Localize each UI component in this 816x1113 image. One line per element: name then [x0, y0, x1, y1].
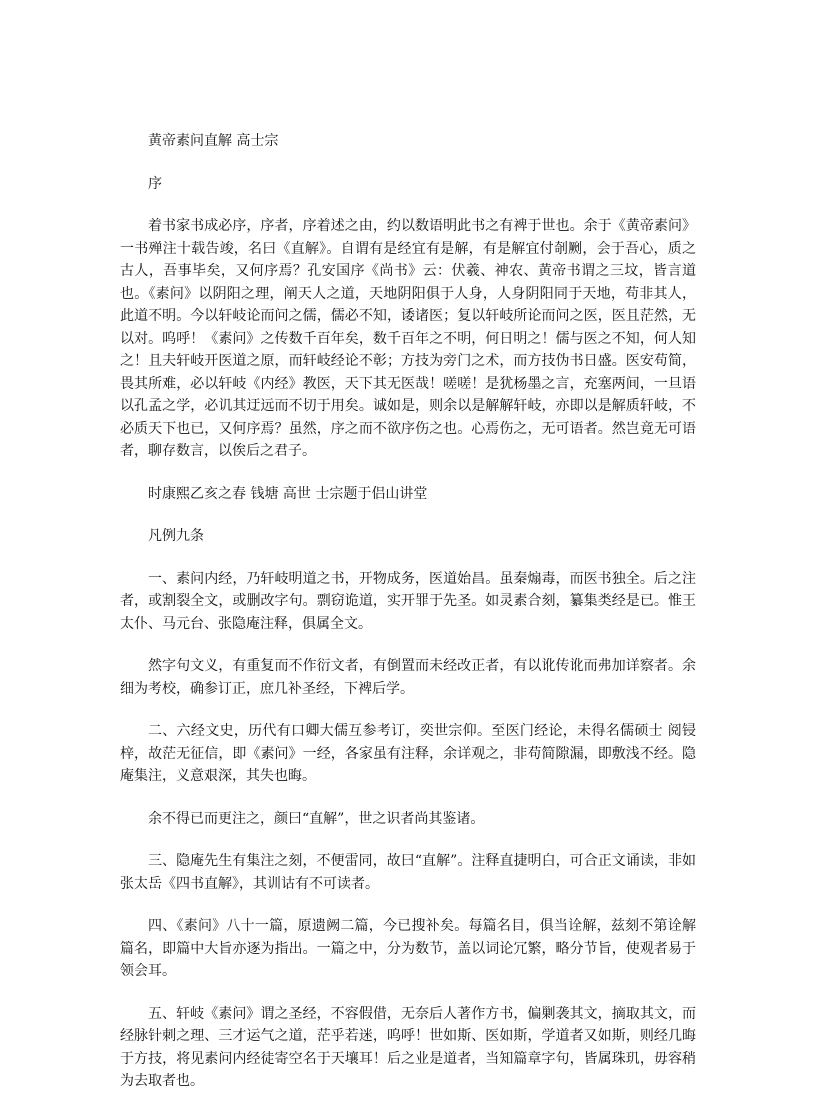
rule-5: 五、轩岐《素问》谓之圣经，不容假借，无奈后人著作方书，偏剿袭其文，摘取其文，而经脉针刺之理、三才运气之道，茫乎若迷，呜呼！世如斯、医如斯，学道者又如斯，则经几晦于方技，将见素问内经徒寄空名于天壤耳！后之业是道者，当知篇章字句，皆属珠玑，毋容稍为去取者也。	[120, 1005, 696, 1089]
rule-1-note: 然字句文义，有重复而不作衍文者，有倒置而未经改正者，有以讹传讹而弗加详察者。余细为考校，确参订正，庶几补圣经，下裨后学。	[120, 658, 696, 697]
rules-heading: 凡例九条	[148, 528, 204, 544]
rule-3: 三、隐庵先生有集注之刻，不便雷同，故曰“直解”。注释直捷明白，可合正文诵读，非如张太岳《四书直解》，其训诂有不可读者。	[120, 853, 696, 892]
title-line: 黄帝素问直解 高士宗	[148, 133, 279, 149]
rule-2-note: 余不得已而更注之，颜曰“直解”，世之识者尚其鉴诸。	[148, 810, 485, 827]
rule-4: 四、《素问》八十一篇，原遗阙二篇，今已搜补矣。每篇名目，俱当诠解，兹刻不第诠解篇名，即篇中大旨亦逐为指出。一篇之中，分为数节，盖以词论冗繁，略分节旨，使观者易于领会耳。	[120, 918, 696, 979]
rule-1: 一、素问内经，乃轩岐明道之书，开物成务，医道始昌。虽秦煽毒，而医书独全。后之注者，或割裂全文，或删改字句。剽窃诡道，实开罪于先圣。如灵素合刻，纂集类经是已。惟王太仆、马元台、张隐庵注释，俱属全文。	[120, 570, 696, 632]
document-page	[120, 130, 696, 1113]
preface-heading: 序	[148, 175, 162, 192]
preface-body: 着书家书成必序，序者，序着述之由，约以数语明此书之有裨于世也。余于《黄帝素问》一书殚注十载告竣，名曰《直解》。自谓有是经宜有是解，有是解宜付剞劂，会于吾心，质之古人，吾事毕矣，又何序焉？孔安国序《尚书》云：伏羲、神农、黄帝书谓之三坟，皆言道也。《素问》以阴阳之理，阐天人之道，天地阴阳俱于人身，人身阴阳同于天地，苟非其人，此道不明。今以轩岐论而问之儒，儒必不知，诿诸医；复以轩岐所论而问之医，医且茫然，无以对。呜呼！《素问》之传数千百年矣，数千百年之不明，何日明之！儒与医之不知，何人知之！且夫轩岐开医道之原，而轩岐经论不彰；方技为旁门之术，而方技伪书日盛。医安苟简，畏其所难，必以轩岐《内经》教医，天下其无医哉！嗟嗟！是犹杨墨之言，充塞两间，一旦语以孔孟之学，必讥其迂远而不切于用矣。诚如是，则余以是解解轩岐，亦即以是解质轩岐，不必质天下也已，又何序焉？虽然，序之而不欲序伤之也。心焉伤之，无可语者。然岂竟无可语者，聊存数言，以俟后之君子。	[120, 218, 696, 459]
rule-2: 二、六经文史，历代有口卿大儒互参考订，奕世宗仰。至医门经论，未得名儒硕士 阅锓梓，故茫无征信，即《素问》一经，各家虽有注释，余详观之，非苟简隙漏，即敷浅不经。隐庵集注，义意艰深，其失也晦。	[120, 723, 696, 784]
preface-signature: 时康熙乙亥之春 钱塘 高世 士宗题于侣山讲堂	[148, 485, 428, 502]
